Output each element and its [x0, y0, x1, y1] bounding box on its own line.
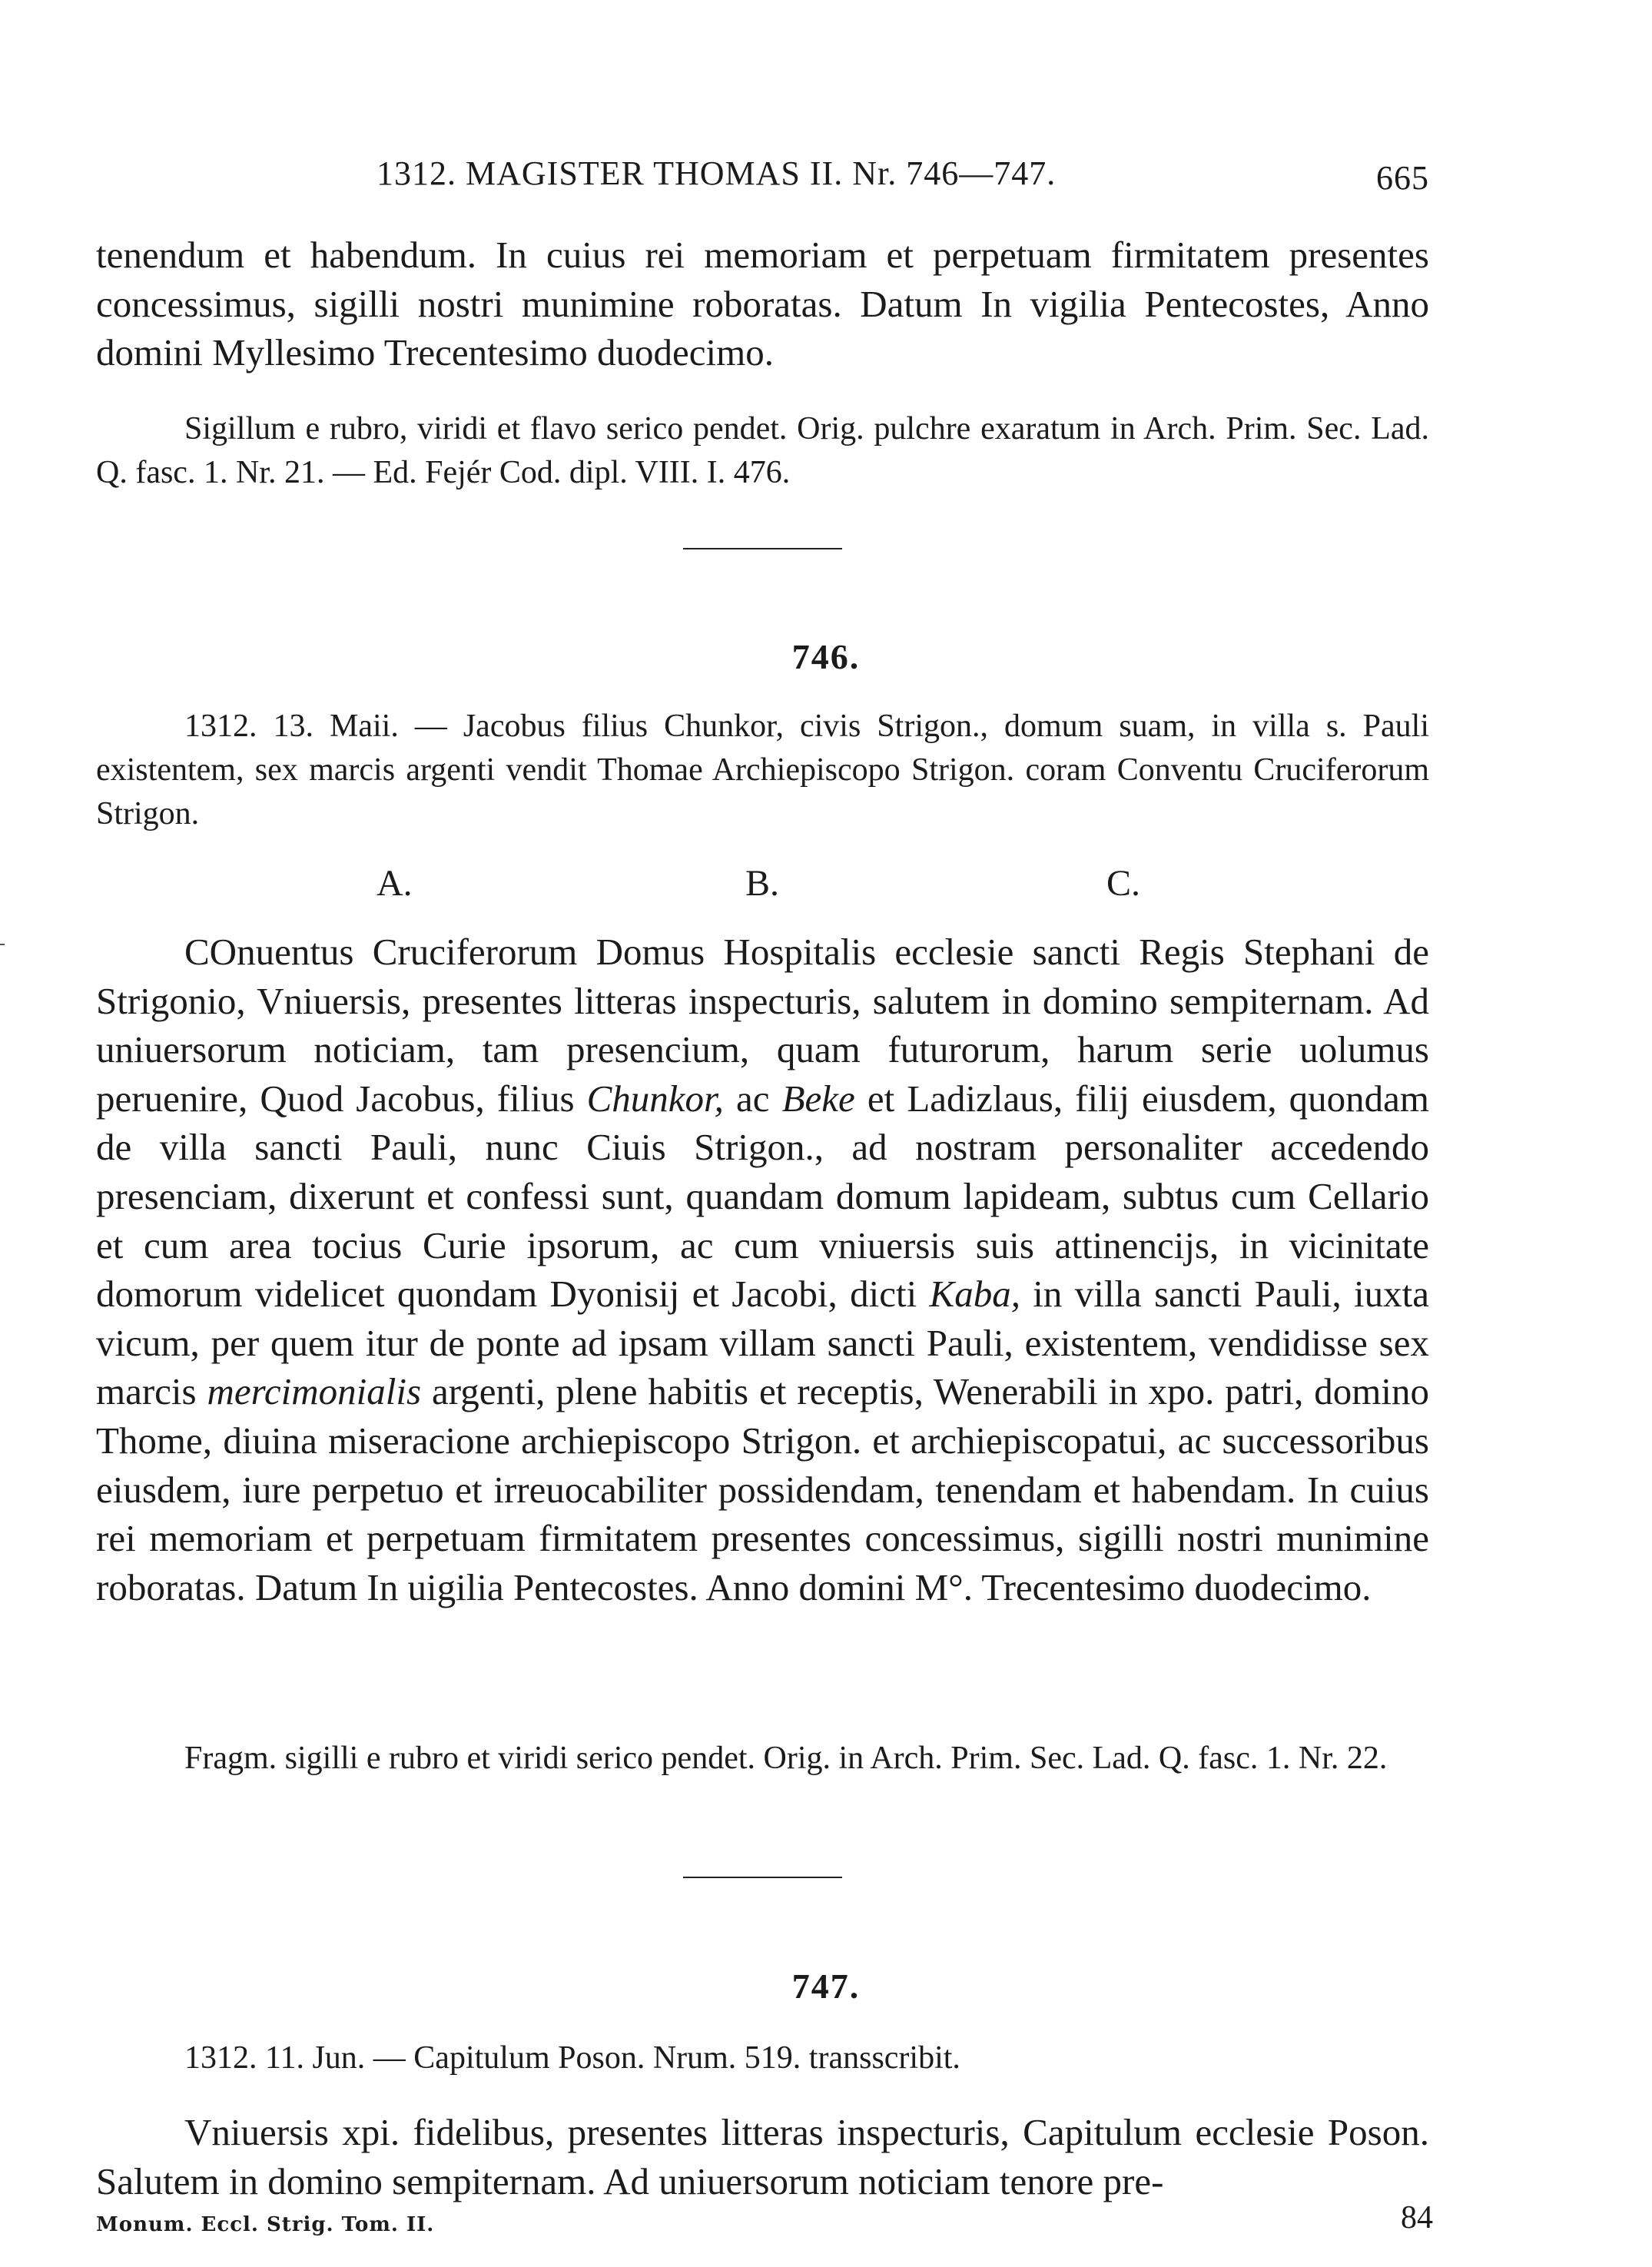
margin-mark — [0, 944, 5, 945]
text-segment: ac — [723, 1077, 782, 1120]
text-segment: COnuentus Cruciferorum Domus Hospitalis ecclesie sancti Regis Stephani de Strigonio, Vniuersis, presentes litteras inspecturis, salutem in domino sempiternam. Ad uniuersorum noticiam, tam presencium, quam futurorum, harum serie uolumus peruenire, Quod Jacobus, filius — [96, 931, 1429, 1120]
document-number-747: 747. — [791, 1967, 861, 2006]
running-head — [96, 154, 1429, 200]
archive-note-746: Fragm. sigilli e rubro et viridi serico pendet. Orig. in Arch. Prim. Sec. Lad. Q. fasc. 1. Nr. 22. — [184, 1741, 1388, 1776]
continuation-text: tenendum et habendum. In cuius rei memoriam et perpetuam firmitatem presentes concessimus, sigilli nostri munimine roboratas. Datum In vigilia Pentecostes, Anno domini Myllesimo Trecentesimo duodecimo. — [96, 234, 1429, 374]
continuation-note: Sigillum e rubro, viridi et flavo serico pendet. Orig. pulchre exaratum in Arch. Prim. Sec. Lad. Q. fasc. 1. Nr. 21. — Ed. Fejér Cod. dipl. VIII. I. 476. — [96, 411, 1429, 490]
section-divider-2 — [683, 1877, 842, 1878]
sheet-number: 84 — [1401, 2200, 1433, 2235]
page-footer — [96, 2199, 1433, 2245]
italic-term: Kaba, — [929, 1273, 1020, 1316]
document-number-746: 746. — [791, 637, 861, 676]
section-divider-1 — [683, 548, 842, 549]
column-label-c: C. — [1106, 863, 1141, 904]
text-segment: argenti, plene habitis et receptis, Wenerabili in xpo. patri, domino Thome, diuina miseracione archiepiscopo Strigon. et archiepiscopatui, ac successoribus eiusdem, iure perpetuo et irreuocabiliter possidendam, tenendam et habendam. In cuius rei memoriam et perpetuam firmitatem presentes concessimus, sigilli nostri munimine roboratas. Datum In uigilia Pentecostes. Anno domini M°. Trecentesimo duodecimo. — [96, 1370, 1429, 1608]
charter-text-746 — [96, 928, 1429, 1611]
text-segment: in villa sancti Pauli, iuxta vicum, per quem itur de ponte ad ipsam villam sancti Pauli, existentem, vendidisse sex marcis — [96, 1273, 1429, 1413]
text-segment: et Ladizlaus, filij eiusdem, quondam de villa sancti Pauli, nunc Ciuis Strigon., ad nostram personaliter accedendo presenciam, dixerunt et confessi sunt, quandam domum lapideam, subtus cum Cellario et cum area tocius Curie ipsorum, ac cum vniuersis suis attinencijs, in vicinitate domorum videlicet quondam Dyonisij et Jacobi, dicti — [96, 1077, 1430, 1316]
regest-746: 1312. 13. Maii. — Jacobus filius Chunkor, civis Strigon., domum suam, in villa s. Pauli existentem, sex marcis argenti vendit Thomae Archiepiscopo Strigon. coram Conventu Cruciferorum Strigon. — [96, 709, 1429, 831]
column-label-b: B. — [745, 863, 780, 904]
running-head-title: 1312. MAGISTER THOMAS II. Nr. 746—747. — [377, 154, 1057, 192]
signature-mark: Monum. Eccl. Strig. Tom. II. — [96, 2213, 435, 2236]
italic-term: mercimonialis — [207, 1370, 422, 1413]
italic-term: Chunkor, — [586, 1077, 724, 1120]
page-number: 665 — [1376, 159, 1429, 197]
regest-747: 1312. 11. Jun. — Capitulum Poson. Nrum. 519. transscribit. — [184, 2040, 960, 2076]
charter-text-747: Vniuersis xpi. fidelibus, presentes litteras inspecturis, Capitulum ecclesie Poson. Salutem in domino sempiternam. Ad uniuersorum noticiam tenore pre- — [96, 2111, 1429, 2202]
column-label-a: A. — [377, 863, 413, 904]
italic-term: Beke — [781, 1077, 855, 1120]
